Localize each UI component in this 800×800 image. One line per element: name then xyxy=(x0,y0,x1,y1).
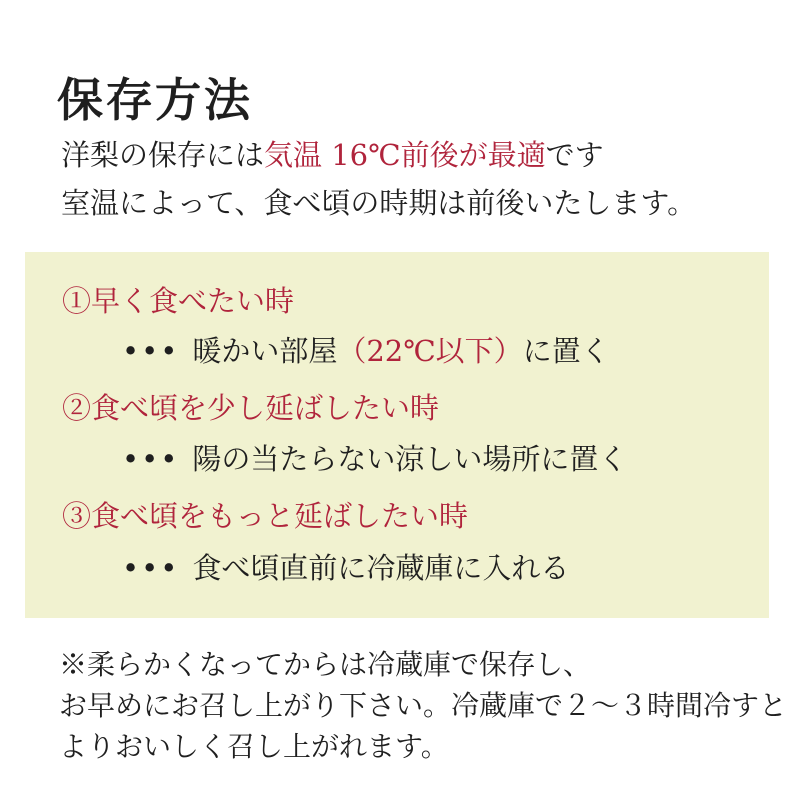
tip-3-heading: ③食べ頃をもっと延ばしたい時 xyxy=(62,499,469,533)
intro-line-2: 室温によって、食べ頃の時期は前後いたします。 xyxy=(61,186,697,220)
tip-3-detail-pre: 食べ頃直前に冷蔵庫に入れる xyxy=(192,551,570,585)
tip-1-temperature-highlight: （22℃以下） xyxy=(337,334,523,368)
intro-line-1 xyxy=(61,131,696,179)
footnote-line-1: ※柔らかくなってからは冷蔵庫で保存し、 xyxy=(59,648,592,681)
tip-2-detail xyxy=(122,441,627,479)
page-title: 保存方法 xyxy=(57,72,253,127)
tip-3-detail xyxy=(122,550,569,588)
tip-2-heading: ②食べ頃を少し延ばしたい時 xyxy=(62,391,440,425)
leader-dots-icon: ••• xyxy=(122,442,180,476)
intro-paragraph xyxy=(61,131,696,227)
leader-dots-icon: ••• xyxy=(122,334,180,368)
footnote-line-3: よりおいしく召し上がれます。 xyxy=(59,730,449,763)
tip-1-heading: ①早く食べたい時 xyxy=(62,284,295,318)
footnote xyxy=(59,644,787,767)
intro-line-1-pre: 洋梨の保存には xyxy=(61,138,265,172)
tip-1-detail-post: に置く xyxy=(522,334,610,368)
intro-temperature-highlight: 気温 16℃前後が最適 xyxy=(264,138,546,172)
footnote-line-2: お早めにお召し上がり下さい。冷蔵庫で２～３時間冷すと xyxy=(59,689,788,722)
intro-line-1-post: です xyxy=(545,138,604,172)
storage-tips-box xyxy=(25,252,769,618)
tip-2-detail-pre: 陽の当たらない涼しい場所に置く xyxy=(192,442,628,476)
tip-1-detail xyxy=(122,333,610,371)
leader-dots-icon: ••• xyxy=(122,551,180,585)
tip-1-detail-pre: 暖かい部屋 xyxy=(192,334,338,368)
